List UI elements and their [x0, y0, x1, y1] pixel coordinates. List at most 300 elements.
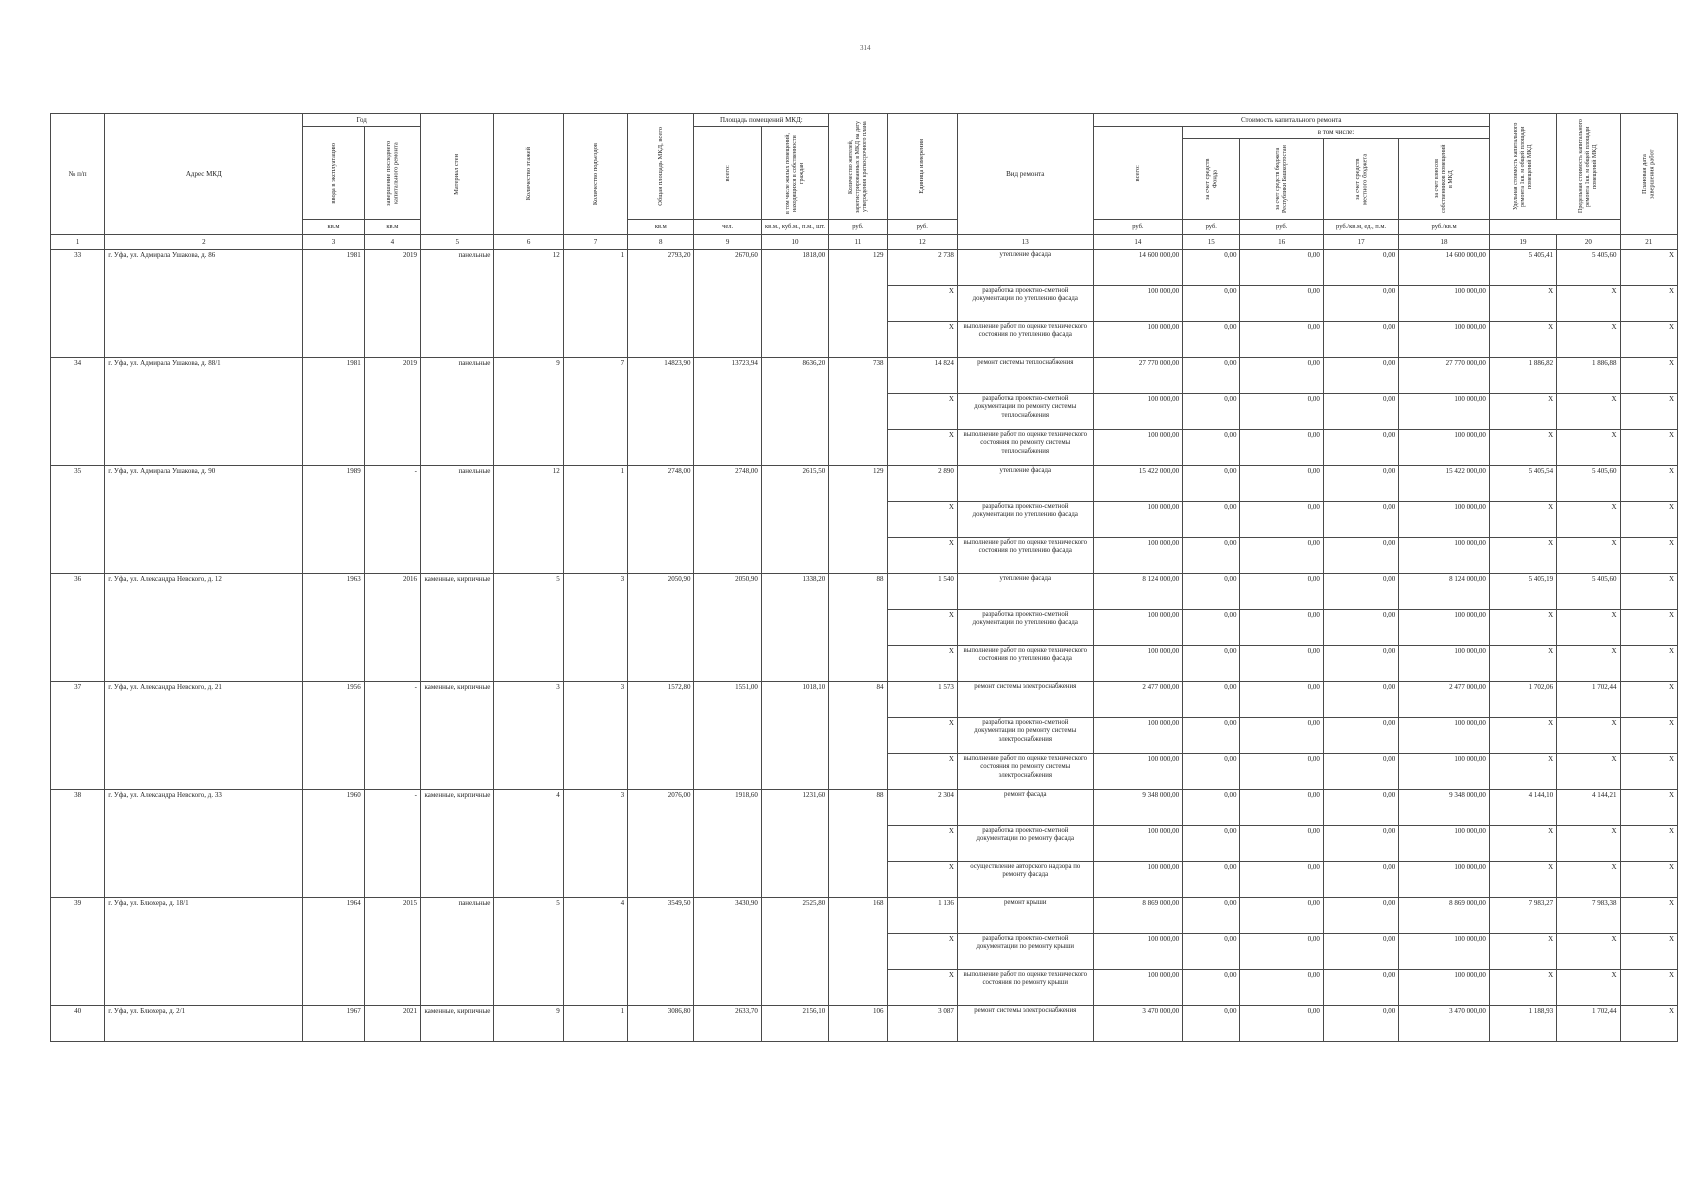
floors-cell: 12 — [494, 250, 563, 358]
walls-cell: каменные, кирпичные — [421, 574, 494, 682]
cost-total-cell: 3 470 000,00 — [1093, 1006, 1182, 1042]
rooms-area-cell: 2050,90 — [694, 574, 761, 682]
local-budget-cell: 0,00 — [1323, 538, 1398, 574]
max-cost-cell: 1 702,44 — [1557, 1006, 1620, 1042]
rb-budget-cell: 0,00 — [1240, 466, 1323, 502]
unit-cell: X — [887, 394, 957, 430]
year-repair-cell: 2019 — [364, 358, 420, 466]
table-body — [51, 250, 1678, 1042]
cost-total-cell: 100 000,00 — [1093, 934, 1182, 970]
cost-total-cell: 100 000,00 — [1093, 646, 1182, 682]
row-number: 40 — [51, 1006, 105, 1042]
date-cell: X — [1620, 790, 1677, 826]
year-repair-cell: 2016 — [364, 574, 420, 682]
cost-total-cell: 100 000,00 — [1093, 322, 1182, 358]
owners-cell: 100 000,00 — [1399, 322, 1490, 358]
unit-cell: X — [887, 610, 957, 646]
year-built-cell: 1960 — [303, 790, 364, 898]
fund-cell: 0,00 — [1183, 898, 1240, 934]
max-cost-cell: 1 702,44 — [1557, 682, 1620, 718]
date-cell: X — [1620, 934, 1677, 970]
fund-cell: 0,00 — [1183, 574, 1240, 610]
fund-cell: 0,00 — [1183, 934, 1240, 970]
cost-total-cell: 8 869 000,00 — [1093, 898, 1182, 934]
fund-cell: 0,00 — [1183, 466, 1240, 502]
col-residential-area-header: в том числе жилых помещений, находящихся в собственности граждан — [761, 127, 828, 220]
year-repair-cell: - — [364, 682, 420, 790]
unit-cell: 1 136 — [887, 898, 957, 934]
local-budget-cell: 0,00 — [1323, 394, 1398, 430]
repair-type-cell: ремонт системы теплоснабжения — [957, 358, 1093, 394]
local-budget-cell: 0,00 — [1323, 358, 1398, 394]
date-cell: X — [1620, 538, 1677, 574]
total-area-cell: 2748,00 — [628, 466, 694, 574]
local-budget-cell: 0,00 — [1323, 646, 1398, 682]
repair-type-cell: выполнение работ по оценке технического состояния по утеплению фасада — [957, 322, 1093, 358]
owners-cell: 100 000,00 — [1399, 826, 1490, 862]
local-budget-cell: 0,00 — [1323, 934, 1398, 970]
repair-type-cell: разработка проектно-сметной документации по утеплению фасада — [957, 286, 1093, 322]
specific-cost-cell: X — [1489, 754, 1556, 790]
fund-cell: 0,00 — [1183, 754, 1240, 790]
unit-cell: 3 087 — [887, 1006, 957, 1042]
max-cost-cell: 1 886,88 — [1557, 358, 1620, 394]
max-cost-cell: X — [1557, 970, 1620, 1006]
max-cost-cell: X — [1557, 610, 1620, 646]
cost-total-cell: 100 000,00 — [1093, 862, 1182, 898]
table-row — [51, 1006, 1678, 1042]
total-area-cell: 2076,00 — [628, 790, 694, 898]
residential-area-cell: 2156,10 — [761, 1006, 828, 1042]
fund-cell: 0,00 — [1183, 646, 1240, 682]
col-cost-total-header: всего: — [1093, 127, 1182, 220]
page-number: 314 — [860, 44, 871, 52]
cost-total-cell: 100 000,00 — [1093, 394, 1182, 430]
cost-total-cell: 2 477 000,00 — [1093, 682, 1182, 718]
repair-type-cell: утепление фасада — [957, 250, 1093, 286]
rooms-area-cell: 2748,00 — [694, 466, 761, 574]
residential-area-cell: 2525,80 — [761, 898, 828, 1006]
year-repair-cell: 2019 — [364, 250, 420, 358]
date-cell: X — [1620, 250, 1677, 286]
specific-cost-cell: X — [1489, 502, 1556, 538]
walls-cell: каменные, кирпичные — [421, 790, 494, 898]
cost-total-cell: 100 000,00 — [1093, 502, 1182, 538]
rb-budget-cell: 0,00 — [1240, 250, 1323, 286]
total-area-cell: 1572,80 — [628, 682, 694, 790]
specific-cost-cell: X — [1489, 826, 1556, 862]
year-built-cell: 1956 — [303, 682, 364, 790]
date-cell: X — [1620, 1006, 1677, 1042]
col-fund-header: за счет средств Фонда — [1183, 139, 1240, 220]
year-built-cell: 1963 — [303, 574, 364, 682]
col-floors-header: Количество этажей — [494, 114, 563, 235]
fund-cell: 0,00 — [1183, 538, 1240, 574]
owners-cell: 100 000,00 — [1399, 394, 1490, 430]
repair-type-cell: разработка проектно-сметной документации по ремонту системы электроснабжения — [957, 718, 1093, 754]
column-number: 8 — [628, 235, 694, 250]
address-cell: г. Уфа, ул. Александра Невского, д. 21 — [105, 682, 303, 790]
specific-cost-cell: 1 886,82 — [1489, 358, 1556, 394]
unit-u14: руб. — [829, 220, 887, 235]
rb-budget-cell: 0,00 — [1240, 538, 1323, 574]
column-number: 5 — [421, 235, 494, 250]
fund-cell: 0,00 — [1183, 826, 1240, 862]
column-number: 10 — [761, 235, 828, 250]
owners-cell: 100 000,00 — [1399, 502, 1490, 538]
unit-u10: кв.м — [628, 220, 694, 235]
date-cell: X — [1620, 610, 1677, 646]
column-number: 13 — [957, 235, 1093, 250]
rooms-area-cell: 3430,90 — [694, 898, 761, 1006]
repair-type-cell: разработка проектно-сметной документации по ремонту системы теплоснабжения — [957, 394, 1093, 430]
cost-total-cell: 100 000,00 — [1093, 538, 1182, 574]
fund-cell: 0,00 — [1183, 970, 1240, 1006]
fund-cell: 0,00 — [1183, 286, 1240, 322]
floors-cell: 5 — [494, 898, 563, 1006]
cost-total-cell: 100 000,00 — [1093, 610, 1182, 646]
date-cell: X — [1620, 286, 1677, 322]
col-address-header: Адрес МКД — [105, 114, 303, 235]
year-repair-cell: 2021 — [364, 1006, 420, 1042]
fund-cell: 0,00 — [1183, 682, 1240, 718]
col-residents-header: Количество жителей, зарегистрированных в МКД на дату утверждения краткосрочного плана — [829, 114, 887, 220]
date-cell: X — [1620, 358, 1677, 394]
specific-cost-cell: 1 188,93 — [1489, 1006, 1556, 1042]
column-number: 20 — [1557, 235, 1620, 250]
cost-total-cell: 27 770 000,00 — [1093, 358, 1182, 394]
unit-cell: X — [887, 754, 957, 790]
floors-cell: 5 — [494, 574, 563, 682]
column-number: 14 — [1093, 235, 1182, 250]
local-budget-cell: 0,00 — [1323, 466, 1398, 502]
floors-cell: 9 — [494, 358, 563, 466]
residents-cell: 738 — [829, 358, 887, 466]
year-built-cell: 1981 — [303, 358, 364, 466]
local-budget-cell: 0,00 — [1323, 610, 1398, 646]
rb-budget-cell: 0,00 — [1240, 898, 1323, 934]
unit-cell: X — [887, 826, 957, 862]
local-budget-cell: 0,00 — [1323, 862, 1398, 898]
residents-cell: 168 — [829, 898, 887, 1006]
cost-total-cell: 100 000,00 — [1093, 826, 1182, 862]
residential-area-cell: 1018,10 — [761, 682, 828, 790]
table-row — [51, 250, 1678, 286]
residents-cell: 129 — [829, 250, 887, 358]
walls-cell: панельные — [421, 466, 494, 574]
max-cost-cell: 7 983,38 — [1557, 898, 1620, 934]
local-budget-cell: 0,00 — [1323, 430, 1398, 466]
cost-total-cell: 100 000,00 — [1093, 430, 1182, 466]
max-cost-cell: X — [1557, 754, 1620, 790]
specific-cost-cell: X — [1489, 862, 1556, 898]
residents-cell: 106 — [829, 1006, 887, 1042]
col-repair-type-header: Вид ремонта — [957, 114, 1093, 235]
rb-budget-cell: 0,00 — [1240, 574, 1323, 610]
repair-type-cell: разработка проектно-сметной документации по утеплению фасада — [957, 610, 1093, 646]
specific-cost-cell: 5 405,41 — [1489, 250, 1556, 286]
column-number: 12 — [887, 235, 957, 250]
year-group-header: Год — [303, 114, 421, 127]
unit-u11: чел. — [694, 220, 761, 235]
total-area-cell: 3086,80 — [628, 1006, 694, 1042]
col-owners-header: за счет взносов собственников помещений в МКД — [1399, 139, 1490, 220]
cost-total-cell: 8 124 000,00 — [1093, 574, 1182, 610]
owners-cell: 15 422 000,00 — [1399, 466, 1490, 502]
cost-group-header: Стоимость капитального ремонта — [1093, 114, 1489, 127]
unit-cell: 2 738 — [887, 250, 957, 286]
fund-cell: 0,00 — [1183, 862, 1240, 898]
total-area-cell: 3549,50 — [628, 898, 694, 1006]
col-rooms-area-header: всего: — [694, 127, 761, 220]
column-number-row — [51, 235, 1678, 250]
col-specific-cost-header: Удельная стоимость капитального ремонта 1кв. м общей площади помещений МКД — [1489, 114, 1556, 220]
specific-cost-cell: X — [1489, 538, 1556, 574]
specific-cost-cell: X — [1489, 394, 1556, 430]
local-budget-cell: 0,00 — [1323, 718, 1398, 754]
rb-budget-cell: 0,00 — [1240, 502, 1323, 538]
fund-cell: 0,00 — [1183, 250, 1240, 286]
column-number: 1 — [51, 235, 105, 250]
date-cell: X — [1620, 826, 1677, 862]
column-number: 2 — [105, 235, 303, 250]
unit-cell: X — [887, 322, 957, 358]
repair-type-cell: выполнение работ по оценке технического состояния по ремонту системы теплоснабжения — [957, 430, 1093, 466]
date-cell: X — [1620, 646, 1677, 682]
owners-cell: 14 600 000,00 — [1399, 250, 1490, 286]
column-number: 7 — [563, 235, 627, 250]
repair-type-cell: выполнение работ по оценке технического состояния по утеплению фасада — [957, 646, 1093, 682]
table-row — [51, 898, 1678, 934]
date-cell: X — [1620, 718, 1677, 754]
column-number: 21 — [1620, 235, 1677, 250]
row-number: 36 — [51, 574, 105, 682]
rooms-area-cell: 1551,00 — [694, 682, 761, 790]
residents-cell: 88 — [829, 790, 887, 898]
owners-cell: 100 000,00 — [1399, 610, 1490, 646]
capital-repair-table — [50, 113, 1678, 1042]
owners-cell: 100 000,00 — [1399, 970, 1490, 1006]
max-cost-cell: X — [1557, 430, 1620, 466]
specific-cost-cell: X — [1489, 970, 1556, 1006]
area-group-header: Площадь помещений МКД: — [694, 114, 829, 127]
repair-type-cell: выполнение работ по оценке технического состояния по утеплению фасада — [957, 538, 1093, 574]
col-local-budget-header: за счет средств местного бюджета — [1323, 139, 1398, 220]
cost-total-cell: 100 000,00 — [1093, 286, 1182, 322]
rb-budget-cell: 0,00 — [1240, 826, 1323, 862]
col-year-repair-header: завершение последнего капитального ремонта — [364, 127, 420, 220]
owners-cell: 100 000,00 — [1399, 718, 1490, 754]
col-walls-header: Материал стен — [421, 114, 494, 235]
specific-cost-cell: 4 144,10 — [1489, 790, 1556, 826]
address-cell: г. Уфа, ул. Адмирала Ушакова, д. 86 — [105, 250, 303, 358]
local-budget-cell: 0,00 — [1323, 1006, 1398, 1042]
col-number-header: № п/п — [51, 114, 105, 235]
address-cell: г. Уфа, ул. Адмирала Ушакова, д. 88/1 — [105, 358, 303, 466]
date-cell: X — [1620, 574, 1677, 610]
table-row — [51, 682, 1678, 718]
entrances-cell: 4 — [563, 898, 627, 1006]
max-cost-cell: X — [1557, 646, 1620, 682]
unit-cell: 14 824 — [887, 358, 957, 394]
max-cost-cell: X — [1557, 286, 1620, 322]
unit-cell: 2 890 — [887, 466, 957, 502]
col-entrances-header: Количество подъездов — [563, 114, 627, 235]
rooms-area-cell: 2670,60 — [694, 250, 761, 358]
table-row — [51, 358, 1678, 394]
unit-u20: руб./кв.м — [1399, 220, 1490, 235]
owners-cell: 100 000,00 — [1399, 538, 1490, 574]
rb-budget-cell: 0,00 — [1240, 646, 1323, 682]
year-repair-cell: - — [364, 790, 420, 898]
date-cell: X — [1620, 322, 1677, 358]
rb-budget-cell: 0,00 — [1240, 934, 1323, 970]
repair-type-cell: ремонт фасада — [957, 790, 1093, 826]
max-cost-cell: 5 405,60 — [1557, 250, 1620, 286]
residential-area-cell: 1231,60 — [761, 790, 828, 898]
unit-cell: X — [887, 934, 957, 970]
repair-type-cell: ремонт системы электроснабжения — [957, 1006, 1093, 1042]
address-cell: г. Уфа, ул. Блюхера, д. 18/1 — [105, 898, 303, 1006]
owners-cell: 100 000,00 — [1399, 934, 1490, 970]
local-budget-cell: 0,00 — [1323, 790, 1398, 826]
rb-budget-cell: 0,00 — [1240, 790, 1323, 826]
cost-total-cell: 100 000,00 — [1093, 970, 1182, 1006]
rb-budget-cell: 0,00 — [1240, 322, 1323, 358]
owners-cell: 9 348 000,00 — [1399, 790, 1490, 826]
entrances-cell: 1 — [563, 250, 627, 358]
row-number: 37 — [51, 682, 105, 790]
address-cell: г. Уфа, ул. Блюхера, д. 2/1 — [105, 1006, 303, 1042]
unit-cell: X — [887, 646, 957, 682]
rb-budget-cell: 0,00 — [1240, 718, 1323, 754]
floors-cell: 12 — [494, 466, 563, 574]
entrances-cell: 3 — [563, 574, 627, 682]
column-number: 9 — [694, 235, 761, 250]
rb-budget-cell: 0,00 — [1240, 430, 1323, 466]
unit-u16: руб. — [1093, 220, 1182, 235]
rb-budget-cell: 0,00 — [1240, 754, 1323, 790]
rooms-area-cell: 2633,70 — [694, 1006, 761, 1042]
walls-cell: панельные — [421, 250, 494, 358]
table-header — [51, 114, 1678, 250]
table-row — [51, 466, 1678, 502]
max-cost-cell: X — [1557, 826, 1620, 862]
unit-u19: руб./кв.м, ед., п.м. — [1323, 220, 1398, 235]
date-cell: X — [1620, 682, 1677, 718]
column-number: 6 — [494, 235, 563, 250]
fund-cell: 0,00 — [1183, 322, 1240, 358]
local-budget-cell: 0,00 — [1323, 502, 1398, 538]
unit-cell: X — [887, 286, 957, 322]
specific-cost-cell: 1 702,06 — [1489, 682, 1556, 718]
fund-cell: 0,00 — [1183, 430, 1240, 466]
repair-type-cell: выполнение работ по оценке технического состояния по ремонту системы электроснабжения — [957, 754, 1093, 790]
max-cost-cell: X — [1557, 394, 1620, 430]
rb-budget-cell: 0,00 — [1240, 358, 1323, 394]
owners-cell: 100 000,00 — [1399, 862, 1490, 898]
max-cost-cell: X — [1557, 934, 1620, 970]
row-number: 39 — [51, 898, 105, 1006]
repair-type-cell: выполнение работ по оценке технического состояния по ремонту крыши — [957, 970, 1093, 1006]
local-budget-cell: 0,00 — [1323, 826, 1398, 862]
local-budget-cell: 0,00 — [1323, 970, 1398, 1006]
repair-type-cell: утепление фасада — [957, 574, 1093, 610]
unit-cell: 1 540 — [887, 574, 957, 610]
cost-total-cell: 100 000,00 — [1093, 754, 1182, 790]
max-cost-cell: X — [1557, 502, 1620, 538]
row-number: 33 — [51, 250, 105, 358]
local-budget-cell: 0,00 — [1323, 286, 1398, 322]
walls-cell: каменные, кирпичные — [421, 682, 494, 790]
max-cost-cell: X — [1557, 322, 1620, 358]
specific-cost-cell: X — [1489, 646, 1556, 682]
repair-type-cell: разработка проектно-сметной документации по утеплению фасада — [957, 502, 1093, 538]
max-cost-cell: 5 405,60 — [1557, 466, 1620, 502]
repair-type-cell: ремонт системы электроснабжения — [957, 682, 1093, 718]
year-repair-cell: - — [364, 466, 420, 574]
entrances-cell: 1 — [563, 1006, 627, 1042]
residential-area-cell: 8636,20 — [761, 358, 828, 466]
unit-cell: X — [887, 970, 957, 1006]
year-repair-cell: 2015 — [364, 898, 420, 1006]
local-budget-cell: 0,00 — [1323, 250, 1398, 286]
owners-cell: 100 000,00 — [1399, 430, 1490, 466]
residential-area-cell: 1338,20 — [761, 574, 828, 682]
cost-total-cell: 15 422 000,00 — [1093, 466, 1182, 502]
residents-cell: 129 — [829, 466, 887, 574]
rb-budget-cell: 0,00 — [1240, 862, 1323, 898]
local-budget-cell: 0,00 — [1323, 322, 1398, 358]
max-cost-cell: X — [1557, 538, 1620, 574]
floors-cell: 3 — [494, 682, 563, 790]
specific-cost-cell: 5 405,54 — [1489, 466, 1556, 502]
date-cell: X — [1620, 394, 1677, 430]
specific-cost-cell: X — [1489, 610, 1556, 646]
cost-sub-header: в том числе: — [1183, 127, 1490, 139]
cost-total-cell: 9 348 000,00 — [1093, 790, 1182, 826]
year-built-cell: 1989 — [303, 466, 364, 574]
max-cost-cell: X — [1557, 718, 1620, 754]
floors-cell: 4 — [494, 790, 563, 898]
fund-cell: 0,00 — [1183, 790, 1240, 826]
repair-type-cell: утепление фасада — [957, 466, 1093, 502]
fund-cell: 0,00 — [1183, 358, 1240, 394]
floors-cell: 9 — [494, 1006, 563, 1042]
unit-cell: X — [887, 502, 957, 538]
address-cell: г. Уфа, ул. Адмирала Ушакова, д. 90 — [105, 466, 303, 574]
unit-u12: кв.м., куб.м., п.м., шт. — [761, 220, 828, 235]
date-cell: X — [1620, 754, 1677, 790]
unit-cell: X — [887, 538, 957, 574]
walls-cell: панельные — [421, 898, 494, 1006]
date-cell: X — [1620, 466, 1677, 502]
unit-cell: X — [887, 862, 957, 898]
rb-budget-cell: 0,00 — [1240, 1006, 1323, 1042]
unit-cell: X — [887, 718, 957, 754]
local-budget-cell: 0,00 — [1323, 682, 1398, 718]
owners-cell: 3 470 000,00 — [1399, 1006, 1490, 1042]
local-budget-cell: 0,00 — [1323, 898, 1398, 934]
table-row — [51, 790, 1678, 826]
residents-cell: 84 — [829, 682, 887, 790]
rooms-area-cell: 13723,94 — [694, 358, 761, 466]
date-cell: X — [1620, 862, 1677, 898]
row-number: 35 — [51, 466, 105, 574]
rb-budget-cell: 0,00 — [1240, 970, 1323, 1006]
repair-type-cell: разработка проектно-сметной документации по ремонту крыши — [957, 934, 1093, 970]
specific-cost-cell: X — [1489, 322, 1556, 358]
